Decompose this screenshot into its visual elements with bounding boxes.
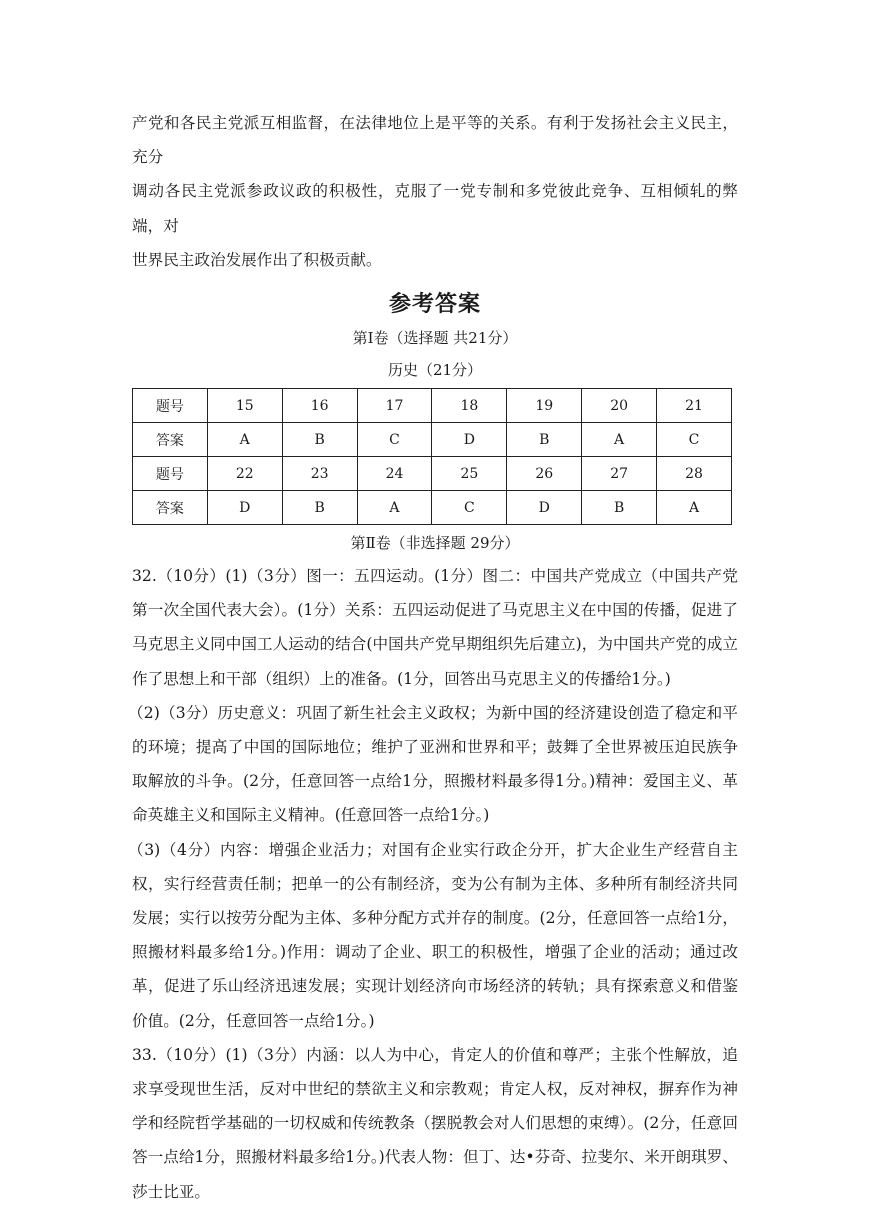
table-cell: 17 (357, 389, 432, 423)
table-cell: 16 (282, 389, 357, 423)
answer-33-1: 33.（10分）(1)（3分）内涵：以人为中心，肯定人的价值和尊严；主张个性解放，追求享受现世生活，反对中世纪的禁欲主义和宗教观；肯定人权，反对神权，摒弃作为神学和经院哲学基础的一切权威和传统教条（摆脱教会对人们思想的束缚）。(2分，任意回答一点给1分，照搬材料最多给1分。)代表人物：但丁、达•芬奇、拉斐尔、米开朗琪罗、莎士比亚。 (132, 1045, 738, 1201)
table-cell: B (582, 491, 657, 525)
table-cell: A (207, 423, 282, 457)
table-cell: 26 (507, 457, 582, 491)
subject-heading: 历史（21分） (387, 361, 483, 380)
table-cell: 25 (432, 457, 507, 491)
answer-32-2: （2)（3分）历史意义：巩固了新生社会主义政权；为新中国的经济建设创造了稳定和平的环境；提高了中国的国际地位；维护了亚洲和世界和平；鼓舞了全世界被压迫民族争取解放的斗争。(2分，任意回答一点给1分，照搬材料最多得1分。)精神：爱国主义、革命英雄主义和国际主义精神。(任意回答一点给1分。) (128, 703, 738, 825)
table-cell: 19 (507, 389, 582, 423)
table-cell: A (582, 423, 657, 457)
table-cell: 24 (357, 457, 432, 491)
table-cell: B (282, 491, 357, 525)
table-row (133, 457, 732, 491)
table-cell: 28 (657, 457, 732, 491)
intro-line-1: 产党和各民主党派互相监督，在法律地位上是平等的关系。有利于发扬社会主义民主，充分 (132, 114, 738, 167)
answer-32-3: （3)（4分）内容：增强企业活力；对国有企业实行政企分开，扩大企业生产经营自主权，实行经营责任制；把单一的公有制经济，变为公有制为主体、多种所有制经济共同发展；实行以按劳分配为主体、多种分配方式并存的制度。(2分，任意回答一点给1分，照搬材料最多给1分。)作用：调动了企业、职工的积极性，增强了企业的活动；通过改革，促进了乐山经济迅速发展；实现计划经济向市场经济的转轨；具有探索意义和借鉴价值。(2分，任意回答一点给1分。) (128, 840, 738, 1030)
table-cell: C (657, 423, 732, 457)
answer-table (132, 388, 732, 525)
table-row (133, 389, 732, 423)
table-cell: 15 (207, 389, 282, 423)
section-2-heading: 第Ⅱ卷（非选择题 29分） (350, 534, 520, 553)
table-cell: A (657, 491, 732, 525)
table-cell: B (507, 423, 582, 457)
table-cell: 20 (582, 389, 657, 423)
table-cell: C (357, 423, 432, 457)
table-cell: D (207, 491, 282, 525)
table-cell: 题号 (133, 389, 208, 423)
table-cell: D (507, 491, 582, 525)
intro-line-2: 调动各民主党派参政议政的积极性，克服了一党专制和多党彼此竞争、互相倾轧的弊端，对 (132, 182, 738, 235)
table-row (133, 423, 732, 457)
answer-32-1: 32.（10分）(1)（3分）图一：五四运动。(1分）图二：中国共产党成立（中国共产党第一次全国代表大会）。(1分）关系：五四运动促进了马克思主义在中国的传播，促进了马克思主义同中国工人运动的结合(中国共产党早期组织先后建立)，为中国共产党的成立作了思想上和干部（组织）上的准备。(1分，回答出马克思主义的传播给1分。) (132, 567, 738, 688)
table-row (133, 491, 732, 525)
page-title: 参考答案 (388, 291, 481, 318)
table-cell: D (432, 423, 507, 457)
table-cell: 22 (207, 457, 282, 491)
table-cell: 23 (282, 457, 357, 491)
table-cell: 27 (582, 457, 657, 491)
table-cell: 题号 (133, 457, 208, 491)
table-cell: 答案 (133, 423, 208, 457)
table-cell: A (357, 491, 432, 525)
table-cell: C (432, 491, 507, 525)
table-cell: B (282, 423, 357, 457)
section-1-heading: 第Ⅰ卷（选择题 共21分） (352, 329, 518, 348)
intro-line-3: 世界民主政治发展作出了积极贡献。 (132, 250, 382, 269)
table-cell: 答案 (133, 491, 208, 525)
table-cell: 21 (657, 389, 732, 423)
table-cell: 18 (432, 389, 507, 423)
document-page (128, 106, 738, 1209)
